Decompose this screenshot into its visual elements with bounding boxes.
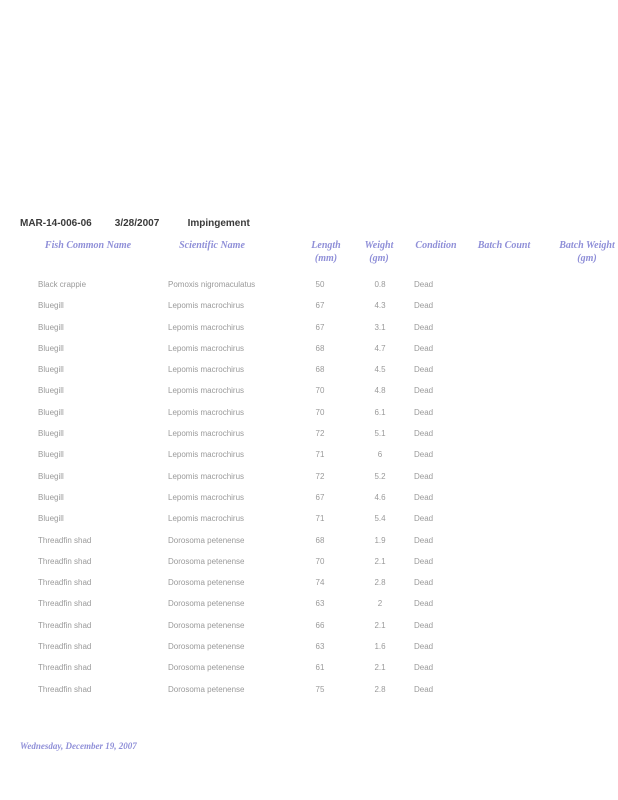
table-row (0, 555, 618, 576)
cell-common-name: Bluegill (38, 407, 64, 417)
cell-common-name: Threadfin shad (38, 620, 92, 630)
cell-length: 75 (315, 684, 325, 694)
cell-scientific-name: Dorosoma petenense (168, 663, 245, 673)
col-condition: Condition (415, 240, 457, 251)
cell-weight: 5.1 (374, 429, 386, 439)
cell-weight: 4.3 (374, 301, 386, 311)
cell-length: 63 (315, 642, 325, 652)
cell-common-name: Threadfin shad (38, 684, 92, 694)
cell-length: 72 (315, 471, 325, 481)
cell-weight: 1.9 (374, 535, 386, 545)
cell-scientific-name: Dorosoma petenense (168, 599, 245, 609)
cell-condition: Dead (414, 343, 434, 353)
cell-condition: Dead (414, 471, 434, 481)
table-row (0, 299, 618, 320)
col-batch-weight-label: Batch Weight (559, 240, 615, 251)
table-row (0, 491, 618, 512)
cell-condition: Dead (414, 556, 434, 566)
data-table (0, 278, 618, 704)
col-batch-weight-unit: (gm) (577, 253, 597, 264)
cell-condition: Dead (414, 450, 434, 460)
cell-common-name: Threadfin shad (38, 535, 92, 545)
cell-common-name: Black crappie (38, 280, 87, 289)
sample-date: 3/28/2007 (114, 218, 160, 229)
cell-scientific-name: Lepomis macrochirus (168, 322, 245, 332)
cell-weight: 2.8 (374, 684, 386, 694)
cell-weight: 5.2 (374, 471, 386, 481)
cell-condition: Dead (414, 663, 434, 673)
cell-condition: Dead (414, 386, 434, 396)
cell-length: 70 (315, 556, 325, 566)
col-weight-unit: (gm) (369, 253, 389, 264)
cell-length: 68 (315, 535, 325, 545)
col-batch-weight (552, 239, 618, 265)
table-row (0, 640, 618, 661)
cell-condition: Dead (414, 407, 434, 417)
table-row (0, 363, 618, 384)
cell-scientific-name: Dorosoma petenense (168, 535, 245, 545)
cell-condition: Dead (414, 492, 434, 502)
cell-length: 63 (315, 599, 325, 609)
cell-length: 68 (315, 365, 325, 375)
cell-condition: Dead (414, 620, 434, 630)
cell-scientific-name: Lepomis macrochirus (168, 429, 245, 439)
cell-scientific-name: Pomoxis nigromaculatus (168, 280, 256, 289)
cell-condition: Dead (414, 301, 434, 311)
cell-weight: 1.6 (374, 642, 386, 652)
table-row (0, 406, 618, 427)
cell-scientific-name: Lepomis macrochirus (168, 365, 245, 375)
cell-scientific-name: Dorosoma petenense (168, 556, 245, 566)
cell-scientific-name: Lepomis macrochirus (168, 386, 245, 396)
cell-common-name: Bluegill (38, 386, 64, 396)
cell-length: 71 (315, 514, 325, 524)
cell-length: 71 (315, 450, 325, 460)
cell-scientific-name: Dorosoma petenense (168, 642, 245, 652)
cell-length: 74 (315, 578, 325, 588)
table-row (0, 661, 618, 682)
table-row (0, 534, 618, 555)
table-row (0, 448, 618, 469)
cell-common-name: Bluegill (38, 343, 64, 353)
cell-weight: 4.5 (374, 365, 386, 375)
col-length (304, 239, 348, 265)
cell-condition: Dead (414, 514, 434, 524)
cell-common-name: Bluegill (38, 301, 64, 311)
cell-condition: Dead (414, 429, 434, 439)
cell-common-name: Bluegill (38, 450, 64, 460)
cell-common-name: Bluegill (38, 471, 64, 481)
cell-condition: Dead (414, 280, 434, 289)
table-row (0, 384, 618, 405)
cell-condition: Dead (414, 365, 434, 375)
cell-weight: 2.1 (374, 620, 386, 630)
cell-length: 50 (315, 280, 325, 289)
sample-type: Impingement (187, 218, 250, 229)
cell-condition: Dead (414, 578, 434, 588)
cell-common-name: Threadfin shad (38, 556, 92, 566)
cell-weight: 2.1 (374, 663, 386, 673)
table-row (0, 512, 618, 533)
col-weight-label: Weight (364, 240, 394, 251)
sample-id: MAR-14-006-06 (20, 218, 92, 229)
cell-weight: 3.1 (374, 322, 386, 332)
cell-length: 67 (315, 492, 325, 502)
cell-weight: 2.8 (374, 578, 386, 588)
cell-weight: 4.8 (374, 386, 386, 396)
cell-length: 61 (315, 663, 325, 673)
cell-scientific-name: Dorosoma petenense (168, 578, 245, 588)
table-row (0, 342, 618, 363)
cell-common-name: Bluegill (38, 365, 64, 375)
cell-common-name: Bluegill (38, 429, 64, 439)
cell-weight: 2 (377, 599, 383, 609)
table-row (0, 619, 618, 640)
cell-weight: 6 (377, 450, 383, 460)
cell-weight: 2.1 (374, 556, 386, 566)
report-footer-date: Wednesday, December 19, 2007 (20, 741, 137, 751)
table-row (0, 321, 618, 342)
table-row (0, 470, 618, 491)
cell-weight: 0.8 (374, 280, 386, 289)
cell-condition: Dead (414, 642, 434, 652)
cell-scientific-name: Lepomis macrochirus (168, 492, 245, 502)
cell-scientific-name: Lepomis macrochirus (168, 514, 245, 524)
table-row (0, 597, 618, 618)
table-row (0, 683, 618, 704)
cell-scientific-name: Dorosoma petenense (168, 620, 245, 630)
cell-scientific-name: Lepomis macrochirus (168, 343, 245, 353)
cell-scientific-name: Lepomis macrochirus (168, 471, 245, 481)
cell-common-name: Bluegill (38, 322, 64, 332)
col-length-label: Length (311, 240, 341, 251)
table-row (0, 576, 618, 597)
col-common-name: Fish Common Name (44, 240, 132, 251)
cell-scientific-name: Lepomis macrochirus (168, 407, 245, 417)
cell-length: 70 (315, 407, 325, 417)
cell-length: 68 (315, 343, 325, 353)
cell-common-name: Bluegill (38, 492, 64, 502)
report-header (20, 218, 250, 229)
cell-condition: Dead (414, 684, 434, 694)
cell-common-name: Threadfin shad (38, 599, 92, 609)
cell-length: 67 (315, 322, 325, 332)
cell-scientific-name: Dorosoma petenense (168, 684, 245, 694)
col-scientific-name: Scientific Name (179, 240, 245, 251)
cell-weight: 4.7 (374, 343, 386, 353)
cell-weight: 4.6 (374, 492, 386, 502)
cell-length: 70 (315, 386, 325, 396)
col-weight (358, 239, 400, 265)
cell-common-name: Bluegill (38, 514, 64, 524)
cell-scientific-name: Lepomis macrochirus (168, 450, 245, 460)
cell-common-name: Threadfin shad (38, 642, 92, 652)
cell-condition: Dead (414, 535, 434, 545)
cell-length: 72 (315, 429, 325, 439)
cell-condition: Dead (414, 322, 434, 332)
cell-condition: Dead (414, 599, 434, 609)
table-row (0, 427, 618, 448)
col-batch-count: Batch Count (477, 240, 531, 251)
col-length-unit: (mm) (314, 253, 338, 264)
cell-weight: 6.1 (374, 407, 386, 417)
cell-common-name: Threadfin shad (38, 578, 92, 588)
cell-common-name: Threadfin shad (38, 663, 92, 673)
cell-scientific-name: Lepomis macrochirus (168, 301, 245, 311)
cell-length: 67 (315, 301, 325, 311)
column-headers (0, 239, 618, 269)
cell-weight: 5.4 (374, 514, 386, 524)
cell-length: 66 (315, 620, 325, 630)
table-row (0, 278, 618, 299)
